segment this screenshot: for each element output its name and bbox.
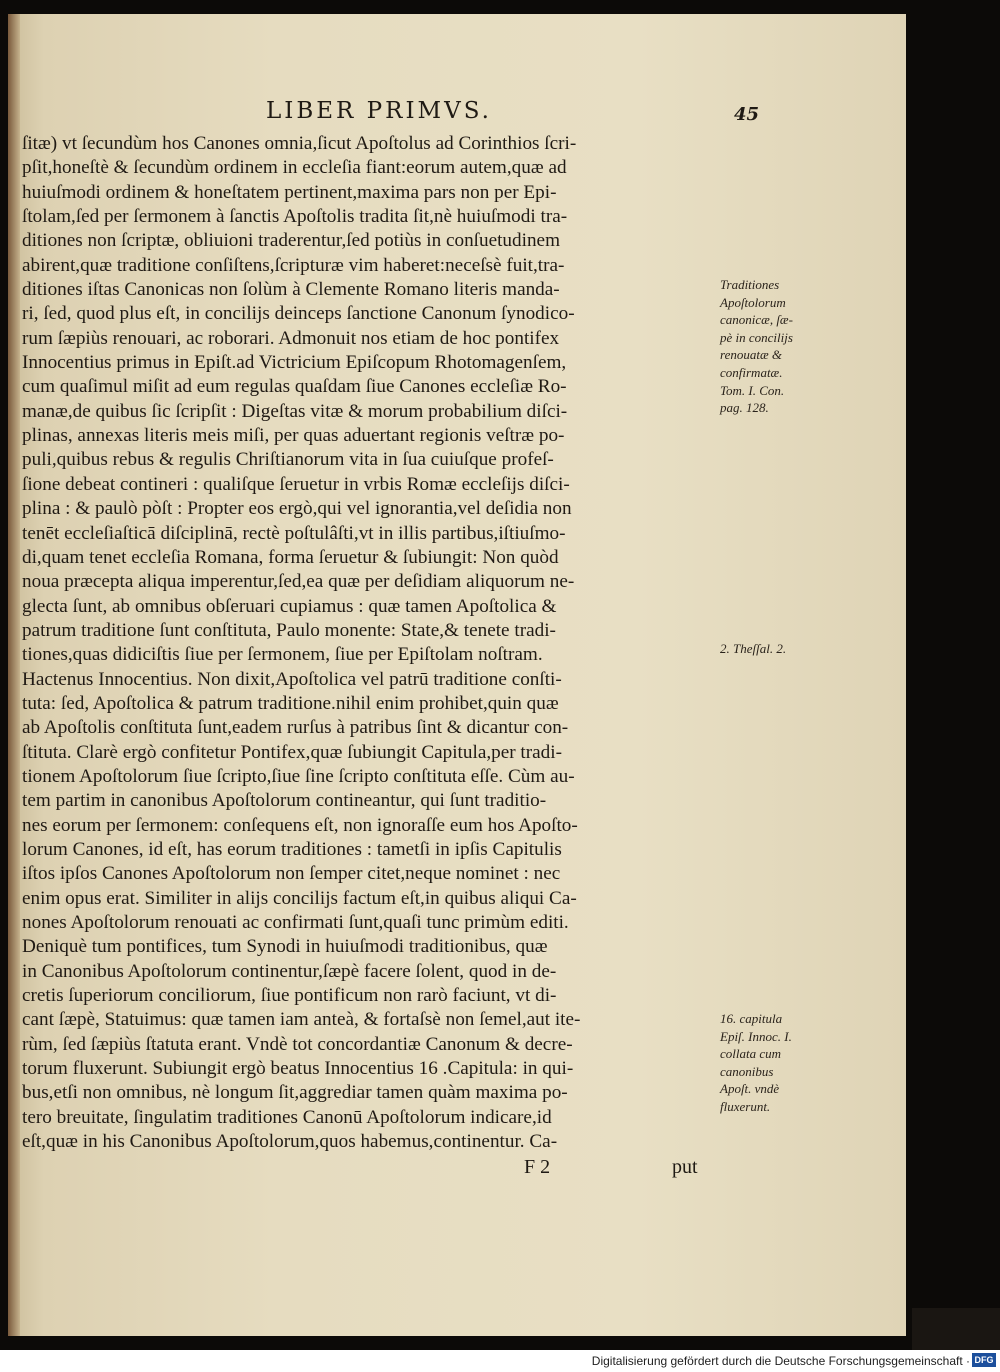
footer-bar bbox=[0, 1350, 1000, 1372]
margin-note-line: fluxerunt. bbox=[720, 1098, 771, 1114]
text-line: cretis ſuperiorum conciliorum, ſiue pontificum non rarò faciunt, vt di- bbox=[22, 985, 557, 1007]
text-line: tiones,quas didiciſtis ſiue per ſermonem, ſiue per Epiſtolam noſtram. bbox=[22, 644, 543, 666]
text-line: tuta: ſed, Apoſtolica & patrum traditione.nihil enim prohibet,quin quæ bbox=[22, 692, 559, 714]
text-line: ſione debeat contineri : qualiſque ſeruetur in vrbis Romæ eccleſijs diſci- bbox=[22, 473, 570, 495]
text-line: noua præcepta aliqua imperentur,ſed,ea quæ per deſidiam aliquorum ne- bbox=[22, 571, 575, 593]
text-line: Innocentius primus in Epiſt.ad Victricium Epiſcopum Rhotomagenſem, bbox=[22, 352, 567, 374]
text-line: glecta ſunt, ab omnibus obſeruari cupiamus : quæ tamen Apoſtolica & bbox=[22, 595, 557, 617]
text-line: puli,quibus rebus & regulis Chriſtianorum vita in ſua cuiuſque profeſ- bbox=[22, 449, 554, 471]
text-line: enim opus erat. Similiter in alijs concilijs factum eſt,in quibus aliqui Ca- bbox=[22, 887, 577, 909]
text-line: tem partim in canonibus Apoſtolorum contineantur, qui ſunt traditio- bbox=[22, 790, 547, 812]
text-line: ab Apoſtolis conſtituta ſunt,eadem rurſus à patribus ſint & dicantur con- bbox=[22, 717, 569, 739]
text-line: eſt,quæ in his Canonibus Apoſtolorum,quos habemus,continentur. Ca- bbox=[22, 1131, 558, 1153]
text-line: abirent,quæ traditione conſiſtens,ſcripturæ vim haberet:neceſsè fuit,tra- bbox=[22, 254, 565, 276]
margin-note-line: 2. Theſſal. 2. bbox=[720, 641, 787, 656]
catchword: put bbox=[672, 1156, 698, 1178]
margin-note-capitula bbox=[720, 1010, 820, 1116]
text-line: Hactenus Innocentius. Non dixit,Apoſtolica vel patrū traditione conſti- bbox=[22, 668, 562, 690]
text-line: rùm, ſed ſæpiùs ſtatuta erant. Vndè tot concordantiæ Canonum & decre- bbox=[22, 1033, 573, 1055]
text-line: ditiones non ſcriptæ, obliuioni traderentur,ſed potiùs in conſuetudinem bbox=[22, 230, 560, 252]
text-line: in Canonibus Apoſtolorum continentur,ſæpè facere ſolent, quod in de- bbox=[22, 960, 557, 982]
signature-mark: F 2 bbox=[524, 1156, 551, 1178]
text-line: cum quaſimul miſit ad eum regulas quaſdam ſiue Canones eccleſiæ Ro- bbox=[22, 376, 567, 398]
text-line: plina : & paulò pòſt : Propter eos ergò,qui vel ignorantia,vel deſidia non bbox=[22, 498, 572, 520]
text-line: patrum traditione ſunt conſtituta, Paulo monente: State,& tenete tradi- bbox=[22, 619, 556, 641]
page-gutter bbox=[8, 14, 20, 1336]
margin-note-line: Epiſ. Innoc. I. bbox=[720, 1028, 792, 1044]
margin-note-line: 16. capitula bbox=[720, 1011, 783, 1026]
body-text bbox=[22, 132, 722, 1154]
margin-note-thessal bbox=[720, 640, 820, 658]
text-line: ſtituta. Clarè ergò confitetur Pontifex,quæ ſubiungit Capitula,per tradi- bbox=[22, 741, 562, 763]
margin-note-line: canonibus bbox=[720, 1063, 774, 1079]
margin-note-line: Traditiones bbox=[720, 277, 780, 292]
text-line: pſit,honeſtè & ſecundùm ordinem in eccleſia fiant:eorum autem,quæ ad bbox=[22, 157, 567, 179]
text-line: huiuſmodi ordinem & honeſtatem pertinent,maxima pars non per Epi- bbox=[22, 181, 557, 203]
page-number: 45 bbox=[734, 104, 760, 125]
scan-edge bbox=[912, 1308, 1000, 1350]
text-line: ſitæ) vt ſecundùm hos Canones omnia,ſicut Apoſtolus ad Corinthios ſcri- bbox=[22, 133, 577, 154]
text-line: nones Apoſtolorum renouati ac confirmati ſunt,quaſi tunc primùm editi. bbox=[22, 912, 569, 933]
text-line: tionem Apoſtolorum ſiue ſcripto,ſiue ſine ſcripto conſtituta eſſe. Cùm au- bbox=[22, 765, 575, 787]
margin-note-line: Apoſt. vndè bbox=[720, 1081, 780, 1097]
text-line: nes eorum per ſermonem: conſequens eſt, non ignoraſſe eum hos Apoſto- bbox=[22, 814, 578, 836]
text-line: torum fluxerunt. Subiungit ergò beatus Innocentius 16 .Capitula: in qui- bbox=[22, 1058, 574, 1080]
text-line: manæ,de quibus ſic ſcripſit : Digeſtas vitæ & morum probabilium diſci- bbox=[22, 400, 568, 422]
text-line: bus,etſi non omnibus, nè longum ſit,aggrediar tamen quàm maxima po- bbox=[22, 1082, 568, 1104]
dfg-logo[interactable]: DFG bbox=[972, 1353, 996, 1367]
text-line: ditiones iſtas Canonicas non ſolùm à Clemente Romano literis manda- bbox=[22, 279, 560, 301]
margin-note-traditiones bbox=[720, 276, 820, 417]
dfg-credit: Digitalisierung gefördert durch die Deutsche Forschungsgemeinschaft · bbox=[591, 1354, 970, 1368]
text-line: rum ſæpiùs renouari, ac roborari. Admonuit nos etiam de hoc pontifex bbox=[22, 327, 560, 349]
text-line: iſtos ipſos Canones Apoſtolorum non ſemper citet,neque nominet : nec bbox=[22, 863, 561, 885]
text-line: cant ſæpè, Statuimus: quæ tamen iam anteà, & fortaſsè non ſemel,aut ite- bbox=[22, 1009, 581, 1031]
margin-note-line: renouatæ & bbox=[720, 347, 782, 363]
text-line: plinas, annexas literis meis miſi, per quas aduertant regionis veſtræ po- bbox=[22, 425, 565, 447]
margin-note-line: Tom. I. Con. bbox=[720, 382, 785, 398]
text-line: di,quam tenet eccleſia Romana, forma ſeruetur & ſubiungit: Non quòd bbox=[22, 546, 559, 568]
book-page bbox=[8, 14, 906, 1336]
text-line: ri, ſed, quod plus eſt, in concilijs deinceps ſanctione Canonum ſynodico- bbox=[22, 303, 575, 325]
margin-note-line: pè in concilijs bbox=[720, 329, 793, 345]
margin-note-line: Apoſtolorum bbox=[720, 294, 786, 310]
running-head: LIBER PRIMVS. bbox=[266, 98, 492, 124]
text-line: Deniquè tum pontifices, tum Synodi in huiuſmodi traditionibus, quæ bbox=[22, 936, 548, 958]
text-line: tenēt eccleſiaſticā diſciplinā, rectè poſtulâſti,vt in illis partibus,iſtiuſmo- bbox=[22, 522, 566, 544]
margin-note-line: confirmatæ. bbox=[720, 364, 783, 380]
text-line: tero breuitate, ſingulatim traditiones Canonū Apoſtolorum indicare,id bbox=[22, 1106, 552, 1128]
margin-note-line: canonicæ, ſæ- bbox=[720, 312, 793, 328]
margin-note-line: collata cum bbox=[720, 1046, 782, 1062]
text-line: ſtolam,ſed per ſermonem à ſanctis Apoſtolis tradita ſit,nè huiuſmodi tra- bbox=[22, 206, 568, 228]
text-line: lorum Canones, id eſt, has eorum traditiones : tametſi in ipſis Capitulis bbox=[22, 838, 562, 860]
margin-note-line: pag. 128. bbox=[720, 400, 769, 416]
